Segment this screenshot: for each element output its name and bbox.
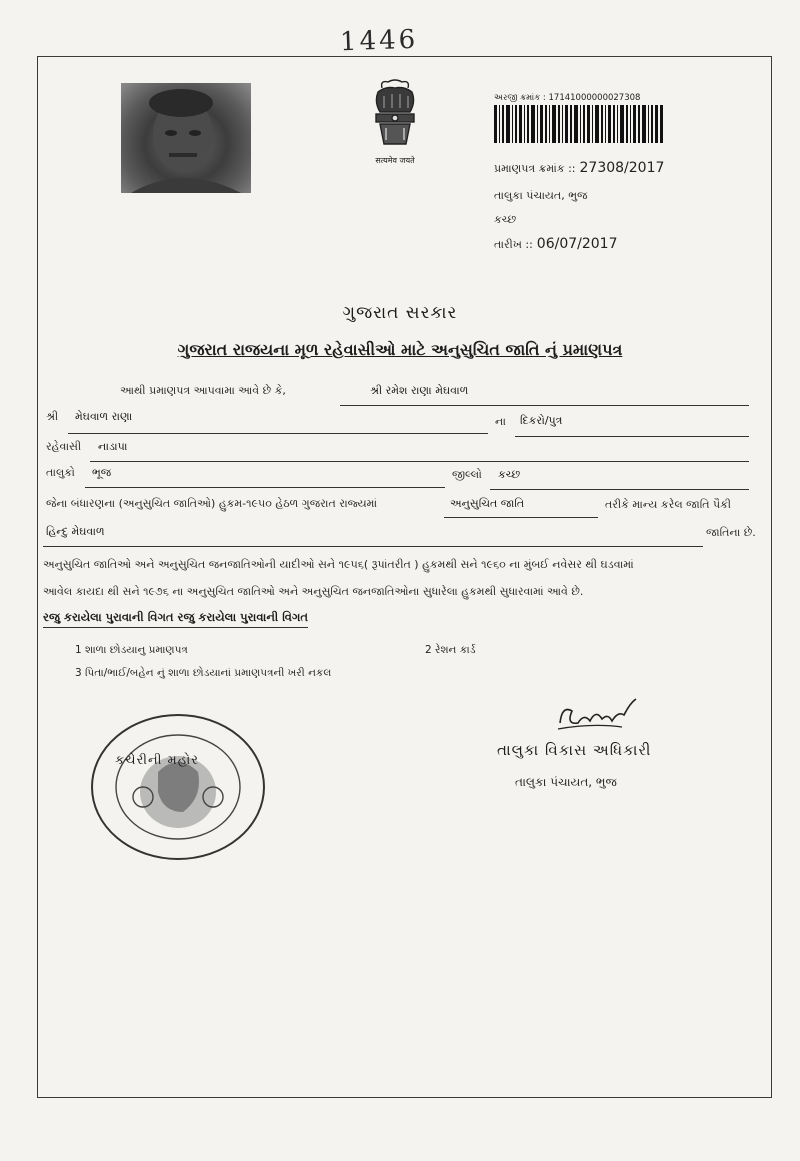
handwritten-number: 1446 bbox=[339, 24, 419, 58]
resident-underline bbox=[90, 461, 749, 462]
father-underline bbox=[68, 433, 488, 434]
relation-value: દિકરો/પુત્ર bbox=[520, 414, 563, 427]
office-seal-icon bbox=[88, 712, 268, 862]
district-label: જીલ્લો bbox=[452, 468, 482, 481]
paragraph-line-2: આવેલ કાયદા થી સને ૧૯૭૬ ના અનુસુચિત જાતિઓ અને અનુસુચિત જનજાતિઓના સુધારેલા હુકમથી સુધારવામાં આવે છે. bbox=[43, 585, 584, 598]
name-underline bbox=[340, 405, 749, 406]
caste-value: હિન્દુ મેઘવાળ bbox=[46, 525, 105, 538]
father-name: મેઘવાળ રાણા bbox=[75, 410, 133, 423]
issue-date: તારીખ :: 06/07/2017 bbox=[494, 236, 618, 252]
district-underline bbox=[490, 489, 749, 490]
certificate-frame bbox=[37, 56, 772, 1098]
resident-label: રહેવાસી bbox=[46, 440, 82, 453]
constitution-text: જેના બંધારણના (અનુસુચિત જાતિઓ) હુકમ-૧૯૫૦ હેઠળ ગુજરાત રાજ્યમાં bbox=[46, 497, 378, 510]
shri-label: શ્રી bbox=[46, 410, 59, 423]
applicant-name: શ્રી રમેશ રાણા મેઘવાળ bbox=[370, 384, 469, 397]
seal-label: કચેરીની મહોર bbox=[115, 753, 199, 768]
taluka-label: તાલુકો bbox=[46, 466, 75, 479]
emblem-motto: सत्यमेव जयते bbox=[375, 156, 415, 165]
signature-icon bbox=[552, 693, 642, 738]
certificate-title: ગુજરાત રાજયના મૂળ રહેવાસીઓ માટે અનુસુચિત જાતિ નું પ્રમાણપત્ર bbox=[177, 340, 623, 359]
evidence-item-1: 1 શાળા છોડયાનુ પ્રમાણપત્ર bbox=[75, 644, 188, 656]
government-title: ગુજરાત સરકાર bbox=[342, 303, 458, 323]
evidence-item-2: 2 રેશન કાર્ડ bbox=[425, 644, 476, 656]
barcode-icon bbox=[494, 105, 664, 143]
na-label: ના bbox=[495, 415, 506, 428]
category-value: અનુસુચિત જાતિ bbox=[450, 497, 525, 510]
caste-suffix: જાતિના છે. bbox=[706, 526, 756, 539]
evidence-heading: રજુ કરાયેલા પુરાવાની વિગત રજુ કરાયેલા પુરાવાની વિગત bbox=[43, 610, 308, 628]
officer-title: તાલુકા વિકાસ અધિકારી bbox=[497, 741, 652, 759]
certificate-number: પ્રમાણપત્ર ક્રમાંક :: 27308/2017 bbox=[494, 160, 665, 176]
applicant-photo bbox=[121, 83, 251, 193]
taluka-value: ભૂજ bbox=[92, 466, 112, 479]
recognized-text: તરીકે માન્ય કરેલ જાતિ પૈકી bbox=[605, 498, 732, 511]
caste-underline bbox=[43, 546, 703, 547]
intro-label: આથી પ્રમાણપત્ર આપવામા આવે છે કે, bbox=[120, 384, 286, 397]
application-number: અરજી ક્રમાંક : 17141000000027308 bbox=[494, 93, 641, 103]
paragraph-line-1: અનુસુચિત જાતિઓ અને અનુસુચિત જનજાતિઓની યાદીઓ સને ૧૯૫૬( રૂપાંતરીત ) હુકમથી સને ૧૯૬૦ ના મુંબઈ નવેસર થી ઘડવામાં bbox=[43, 558, 634, 571]
resident-value: નાડાપા bbox=[98, 440, 128, 453]
office-line: તાલુકા પંચાયત, ભુજ bbox=[494, 189, 588, 202]
office-name: તાલુકા પંચાયત, ભુજ bbox=[515, 775, 617, 789]
category-underline bbox=[444, 517, 598, 518]
taluka-underline bbox=[85, 487, 445, 488]
evidence-item-3: 3 પિતા/ભાઈ/બહેન નું શાળા છોડયાનાં પ્રમાણપત્રની ખરી નકલ bbox=[75, 667, 332, 679]
district-value: કચ્છ bbox=[498, 468, 521, 481]
district-line: કચ્છ bbox=[494, 213, 517, 226]
relation-underline bbox=[515, 436, 749, 437]
